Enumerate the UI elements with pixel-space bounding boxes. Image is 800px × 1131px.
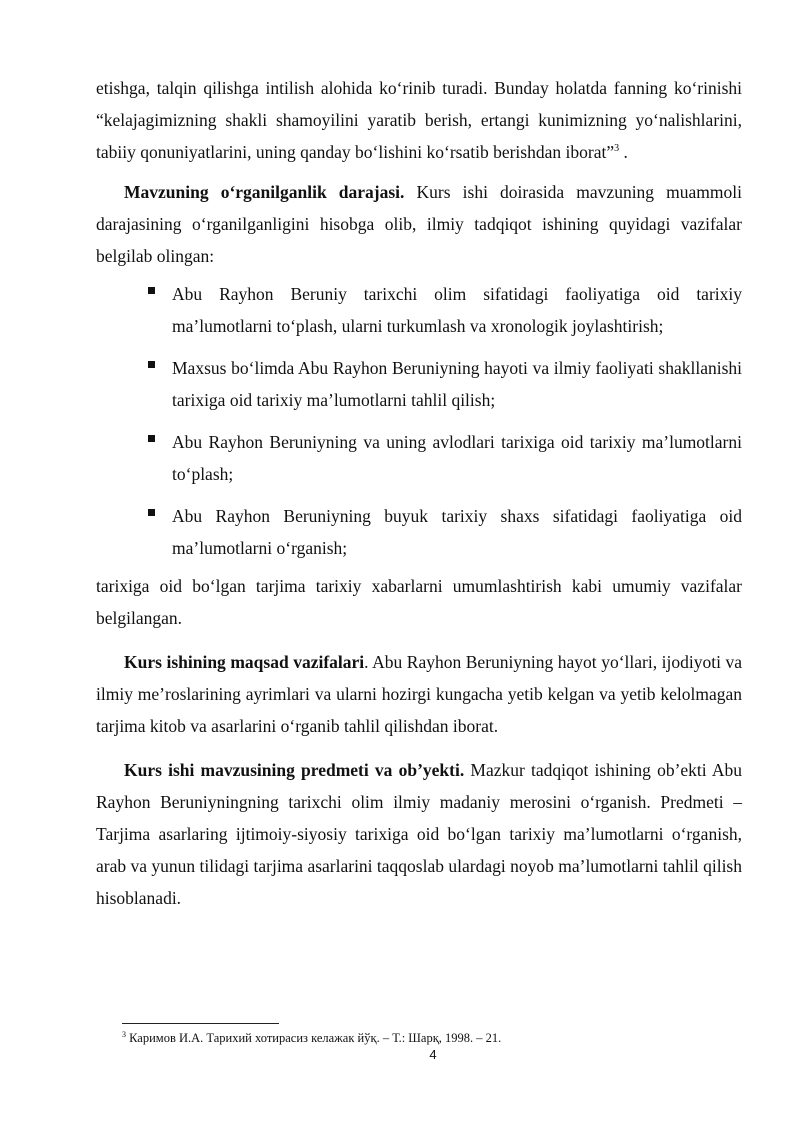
section-heading-study-degree: Mavzuning o‘rganilganlik darajasi. xyxy=(124,182,405,202)
page-number: 4 xyxy=(429,1047,437,1062)
paragraph-intro xyxy=(96,72,742,168)
paragraph-intro-tail: . xyxy=(619,142,628,162)
paragraph-subject-object-text: Mazkur tadqiqot ishining ob’ekti Abu Rayhon Beruniyningning tarixchi olim ilmiy madaniy merosini o‘rganish. Predmeti – Tarjima asarlaring ijtimoiy-siyosiy tarixiga oid bo‘lgan tarixiy ma’lumotlarni o‘rganish, arab va yunun tilidagi tarjima asarlarini taqqoslab ulardagi noyob ma’lumotlarni tahlil qilish hisoblanadi. xyxy=(96,760,742,908)
footnote-text: Каримов И.А. Тарихий хотирасиз келажак йўқ. – Т.: Шарқ, 1998. – 21. xyxy=(126,1031,502,1045)
square-bullet-icon xyxy=(148,435,155,442)
footnote-number: 3 xyxy=(122,1029,126,1039)
list-item xyxy=(96,500,742,564)
paragraph-study-degree-text: Kurs ishi doirasida mavzuning muammoli darajasining o‘rganilganligini hisobga olib, ilmiy tadqiqot ishining quyidagi vazifalar belgilab olingan: xyxy=(96,182,742,266)
paragraph-goals-text: . Abu Rayhon Beruniyning hayot yo‘llari, ijodiyoti va ilmiy me’roslarining ayrimlari va ularni hozirgi kungacha yetib kelgan va yetib kelolmagan tarjima kitob va asarlarini o‘rganib tahlil qilishdan iborat. xyxy=(96,652,742,736)
section-heading-goals: Kurs ishining maqsad vazifalari xyxy=(124,652,365,672)
footnote-reference[interactable]: 3 xyxy=(614,143,620,155)
paragraph-goals xyxy=(96,646,742,742)
list-item-text: Abu Rayhon Beruniy tarixchi olim sifatidagi faoliyatiga oid tarixiy ma’lumotlarni to‘plash, ularni turkumlash va xronologik joylashtirish; xyxy=(172,284,742,336)
list-item xyxy=(96,278,742,342)
footnote-separator xyxy=(122,1023,279,1024)
square-bullet-icon xyxy=(148,361,155,368)
list-item xyxy=(96,426,742,490)
paragraph-intro-text: etishga, talqin qilishga intilish alohida ko‘rinib turadi. Bunday holatda fanning ko‘rinishi “kelajagimizning shakli shamoyilini yaratib berish, ertangi kunimizning yo‘nalishlarini, tabiiy qonuniyatlarini, uning qanday bo‘lishini ko‘rsatib berishdan iborat” xyxy=(96,78,742,162)
list-item-text: Abu Rayhon Beruniyning buyuk tarixiy shaxs sifatidagi faoliyatiga oid ma’lumotlarni o‘rganish; xyxy=(172,506,742,558)
square-bullet-icon xyxy=(148,509,155,516)
footnote xyxy=(122,1030,682,1046)
list-item-text: Abu Rayhon Beruniyning va uning avlodlari tarixiga oid tarixiy ma’lumotlarni to‘plash; xyxy=(172,432,742,484)
list-item xyxy=(96,352,742,416)
paragraph-summary: tarixiga oid bo‘lgan tarjima tarixiy xabarlarni umumlashtirish kabi umumiy vazifalar belgilangan. xyxy=(96,576,742,628)
paragraph-study-degree xyxy=(96,176,742,272)
paragraph-subject-object xyxy=(96,754,742,914)
section-heading-subject-object: Kurs ishi mavzusining predmeti va ob’yekti. xyxy=(124,760,465,780)
task-list xyxy=(96,278,742,564)
list-item-text: Maxsus bo‘limda Abu Rayhon Beruniyning hayoti va ilmiy faoliyati shakllanishi tarixiga oid tarixiy ma’lumotlarni tahlil qilish; xyxy=(172,358,742,410)
main-text xyxy=(96,72,742,914)
square-bullet-icon xyxy=(148,287,155,294)
